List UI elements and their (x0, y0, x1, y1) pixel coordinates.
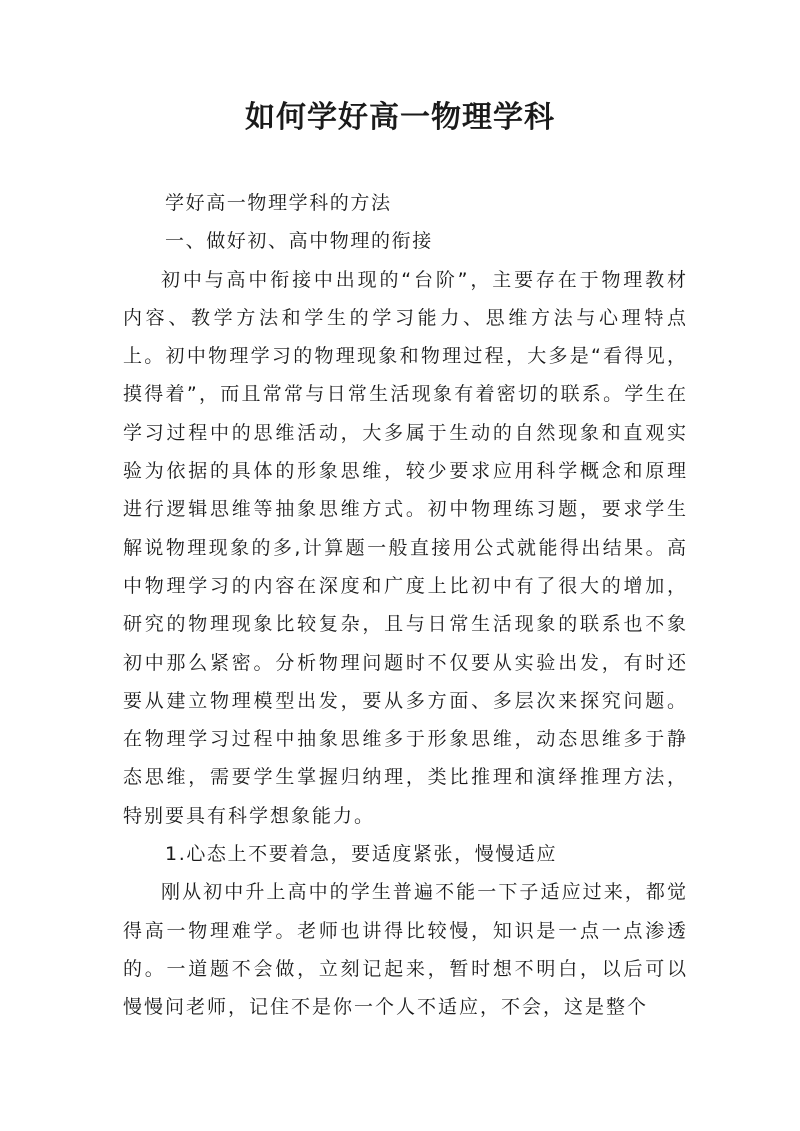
subheading: 学好高一物理学科的方法 (165, 192, 392, 214)
section-heading: 一、做好初、高中物理的衔接 (165, 230, 433, 253)
document-body (123, 184, 688, 1027)
document-title: 如何学好高一物理学科 (245, 100, 555, 135)
point-heading: 1.心态上不要着急，要适度紧张，慢慢适应 (165, 843, 558, 866)
paragraph: 刚从初中升上高中的学生普遍不能一下子适应过来，都觉得高一物理难学。老师也讲得比较慢，知识是一点一点渗透的。一道题不会做，立刻记起来，暂时想不明白，以后可以慢慢问老师，记住不是你一个人不适应，不会，这是整个 (123, 881, 688, 1019)
paragraph: 初中与高中衔接中出现的“台阶”，主要存在于物理教材内容、教学方法和学生的学习能力、思维方法与心理特点上。初中物理学习的物理现象和物理过程，大多是“看得见，摸得着”，而且常常与日常生活现象有着密切的联系。学生在学习过程中的思维活动，大多属于生动的自然现象和直观实验为依据的具体的形象思维，较少要求应用科学概念和原理进行逻辑思维等抽象思维方式。初中物理练习题，要求学生解说物理现象的多,计算题一般直接用公式就能得出结果。高中物理学习的内容在深度和广度上比初中有了很大的增加，研究的物理现象比较复杂，且与日常生活现象的联系也不象初中那么紧密。分析物理问题时不仅要从实验出发，有时还要从建立物理模型出发，要从多方面、多层次来探究问题。在物理学习过程中抽象思维多于形象思维，动态思维多于静态思维，需要学生掌握归纳理，类比推理和演绎推理方法，特别要具有科学想象能力。 (123, 268, 688, 827)
